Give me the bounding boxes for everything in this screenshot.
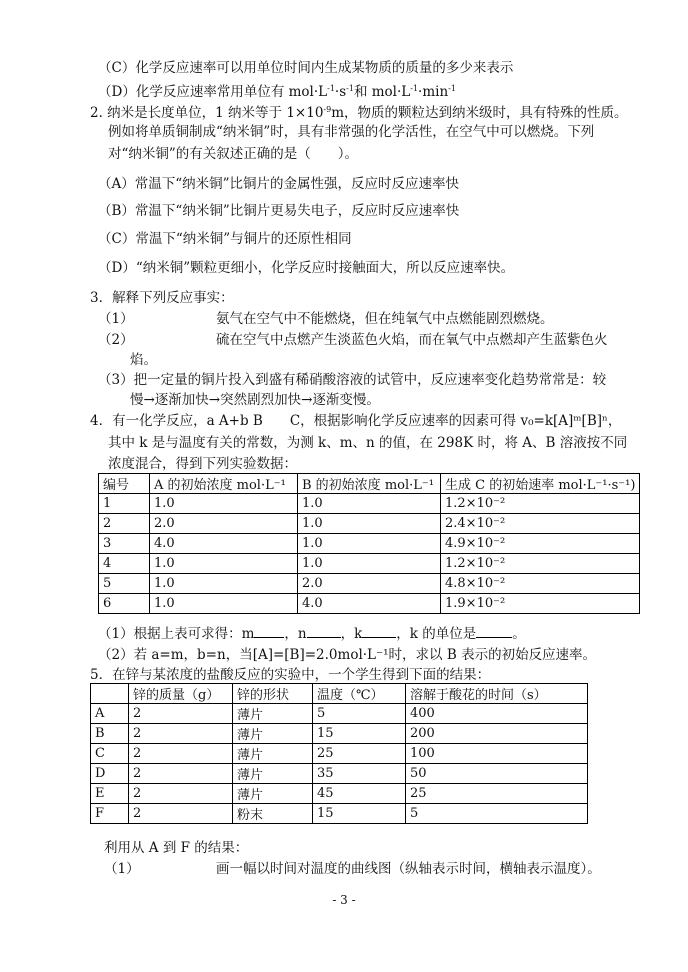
table-cell: 50 [406,764,588,784]
table-row [91,764,588,784]
table-cell: 薄片 [233,724,313,744]
q4-sub-1: （1）根据上表可求得：m ，n ，k ，k 的单位是 。 [98,626,526,642]
q5-item-1: 画一幅以时间对温度的曲线图（纵轴表示时间，横轴表示温度）。 [216,861,601,877]
table-header-row [91,684,588,704]
table-cell: F [91,804,129,824]
answer-blank-k-unit[interactable] [476,624,512,638]
table-cell: 1.9×10⁻² [441,594,640,614]
table-cell: 2.0 [150,514,298,534]
q1-option-c: （C）化学反应速率可以用单位时间内生成某物质的质量的多少来表示 [98,60,514,76]
table-cell: 1.2×10⁻² [441,554,640,574]
table-cell: 薄片 [233,744,313,764]
table-cell: 2 [129,704,233,724]
table-cell: 2 [99,514,150,534]
page-number: - 3 - [332,893,356,907]
table-row [99,594,640,614]
table-cell: C [91,744,129,764]
table-cell: 2.4×10⁻² [441,514,640,534]
q2-option-a: （A）常温下“纳米铜”比铜片的金属性强，反应时反应速率快 [98,176,460,192]
q5-line-1: 5．在锌与某浓度的盐酸反应的实验中，一个学生得到下面的结果： [90,667,491,683]
table-cell: 4.8×10⁻² [441,574,640,594]
table-cell: 25 [406,784,588,804]
q2-option-b: （B）常温下“纳米铜”比铜片更易失电子，反应时反应速率快 [98,203,460,219]
table-row [99,494,640,514]
q1-option-d: （D）化学反应速率常用单位有 $mol\cdot L^{-1}\cdot s^{-1}$和 $mol\cdot L^{-1}\cdot\min^{-1}$ [98,84,456,100]
table-cell: 15 [313,804,406,824]
table-cell: A [91,704,129,724]
answer-blank-m[interactable] [254,624,284,638]
q4-line-1: 4．有一化学反应，a A+b B C，根据影响化学反应速率的因素可得 v₀=k[A]ᵐ[B]ⁿ， [90,413,622,429]
table-cell: 1.0 [298,514,441,534]
table-cell: 6 [99,594,150,614]
table-cell: 5 [406,804,588,824]
q3-item-1: 氨气在空气中不能燃烧，但在纯氧气中点燃能剧烈燃烧。 [216,311,554,327]
table-row [91,704,588,724]
table-cell: 45 [313,784,406,804]
table-cell: 200 [406,724,588,744]
q3-item-1-label: （1） [98,311,134,327]
table-cell: 粉末 [233,804,313,824]
q2-line-1: 2. 纳米是长度单位，1 纳米等于 $1\times 10^{-9}m$，物质的颗粒达到纳米级时，具有特殊的性质。 [90,105,628,121]
table-header-cell [91,684,129,704]
table-row [99,514,640,534]
table-row [91,724,588,744]
q5-item-1-label: （1） [104,861,140,877]
q4-line-3: 浓度混合，得到下列实验数据： [108,456,297,472]
q2-option-d: （D）“纳米铜”颗粒更细小，化学反应时接触面大，所以反应速率快。 [98,260,515,276]
table-cell: 1.0 [298,494,441,514]
table-cell: 1 [99,494,150,514]
table-cell: 5 [313,704,406,724]
table-cell: 3 [99,534,150,554]
q5-line-2: 利用从 A 到 F 的结果： [104,840,249,856]
table-cell: 2 [129,744,233,764]
table-cell: B [91,724,129,744]
table-cell: 4.0 [150,534,298,554]
q2-line-3: 对“纳米铜”的有关叙述正确的是（ ）。 [108,146,359,162]
table-cell: 4 [99,554,150,574]
q4-sub-2: （2）若 a=m，b=n，当[A]=[B]=2.0mol·L⁻¹时，求以 B 表示的初始反应速率。 [98,647,597,663]
table-row [91,744,588,764]
answer-blank-k[interactable] [362,624,396,638]
q4-data-table [98,473,640,614]
table-cell: 2 [129,724,233,744]
table-cell: 薄片 [233,764,313,784]
table-row [99,554,640,574]
q3-item-3-line-2: 慢→逐渐加快→突然剧烈加快→逐渐变慢。 [130,392,380,408]
table-cell: 2.0 [298,574,441,594]
table-cell: 2 [129,804,233,824]
table-header-cell: 锌的质量（g） [129,684,233,704]
table-cell: 2 [129,764,233,784]
table-header-cell: 溶解于酸花的时间（s） [406,684,588,704]
table-cell: 5 [99,574,150,594]
table-cell: D [91,764,129,784]
table-header-row [99,474,640,494]
table-cell: 薄片 [233,784,313,804]
table-cell: 15 [313,724,406,744]
q3-item-2-line-1: 硫在空气中点燃产生淡蓝色火焰，而在氧气中点燃却产生蓝紫色火 [216,332,608,348]
table-header-cell: 编号 [99,474,150,494]
table-cell: 薄片 [233,704,313,724]
table-cell: E [91,784,129,804]
table-row [91,784,588,804]
table-cell: 25 [313,744,406,764]
q3-title: 3．解释下列反应事实： [90,290,234,306]
table-cell: 400 [406,704,588,724]
table-cell: 1.0 [298,534,441,554]
table-cell: 4.9×10⁻² [441,534,640,554]
q3-item-2-line-2: 焰。 [130,352,157,368]
table-cell: 100 [406,744,588,764]
q3-item-2-label: （2） [98,332,134,348]
table-row [99,574,640,594]
table-cell: 2 [129,784,233,804]
table-cell: 1.0 [150,574,298,594]
table-cell: 1.0 [150,494,298,514]
table-row [99,534,640,554]
table-cell: 1.0 [150,594,298,614]
table-header-cell: 生成 C 的初始速率 mol·L⁻¹·s⁻¹) [441,474,640,494]
q4-line-2: 其中 k 是与温度有关的常数，为测 k、m、n 的值，在 298K 时，将 A、B 溶液按不同 [108,435,628,451]
table-header-cell: 温度（℃） [313,684,406,704]
table-cell: 1.0 [298,554,441,574]
table-row [91,804,588,824]
table-cell: 4.0 [298,594,441,614]
q5-data-table [90,683,588,824]
q2-option-c: （C）常温下“纳米铜”与铜片的还原性相同 [98,231,352,247]
table-header-cell: A 的初始浓度 mol·L⁻¹ [150,474,298,494]
table-header-cell: B 的初始浓度 mol·L⁻¹ [298,474,441,494]
table-cell: 1.0 [150,554,298,574]
answer-blank-n[interactable] [307,624,341,638]
table-header-cell: 锌的形状 [233,684,313,704]
table-cell: 1.2×10⁻² [441,494,640,514]
q3-item-3-line-1: （3）把一定量的铜片投入到盛有稀硝酸溶液的试管中，反应速率变化趋势常常是：较 [98,372,607,388]
q2-line-2: 例如将单质铜制成“纳米铜”时，具有非常强的化学活性，在空气中可以燃烧。下列 [108,124,595,140]
table-cell: 35 [313,764,406,784]
